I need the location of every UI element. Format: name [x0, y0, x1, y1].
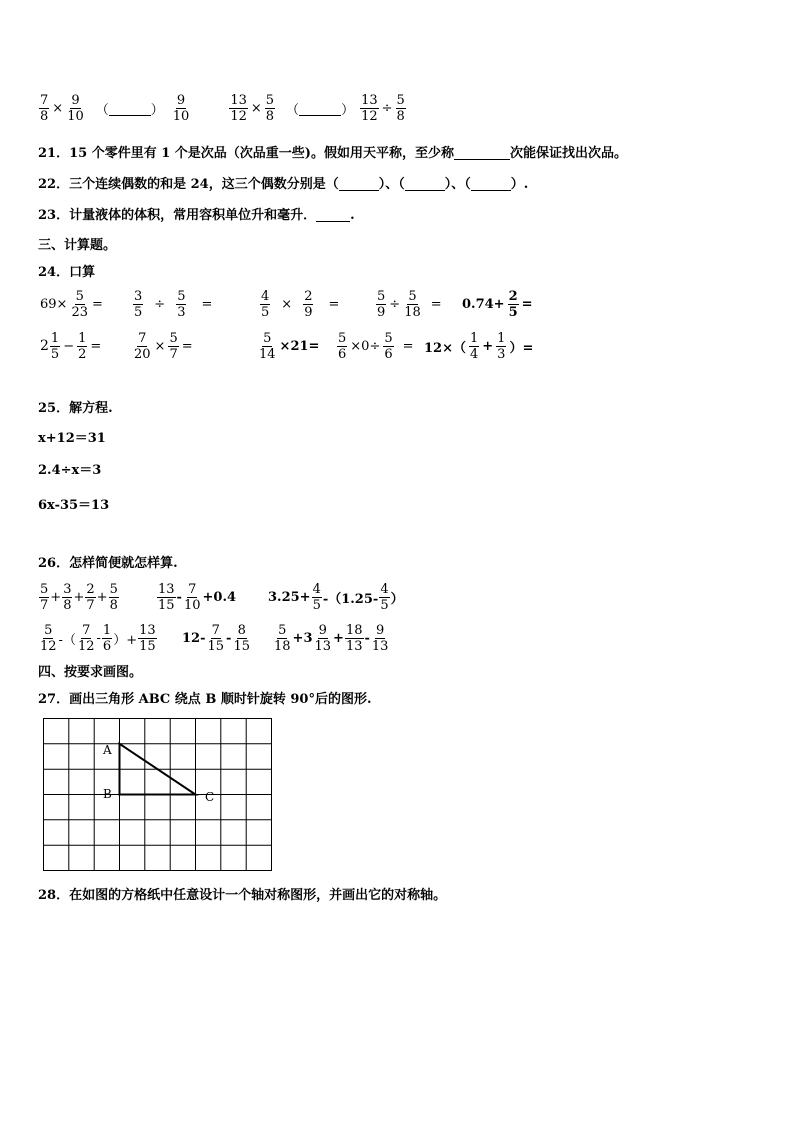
equation-2: 2.4÷x＝3 — [38, 463, 102, 478]
question-27-title: 27．画出三角形 ABC 绕点 B 顺时针旋转 90°后的图形. — [38, 692, 372, 707]
answer-blank[interactable] — [405, 178, 445, 191]
fraction: $\frac{5}{8}$ — [396, 92, 405, 124]
answer-blank[interactable] — [316, 209, 350, 222]
fraction: $\frac{13}{12}$ — [361, 92, 378, 124]
oral-calc-10: 12×（ $\frac{1}{4}$ + $\frac{1}{3}$ ）= — [424, 330, 534, 362]
fraction: $\frac{9}{10}$ — [67, 92, 84, 124]
q20-row: $\frac{7}{8}$ × $\frac{9}{10}$ （ ） $\frac{9}{10}$ $\frac{13}{12}$ × $\frac{5}{8}$ （ ） $\frac{13}{12}$ ÷ $\frac{5}{8}$ — [40, 92, 405, 124]
simplify-calc-6: $\frac{5}{18}$ +3 $\frac{9}{13}$ + $\frac{18}{13}$ - $\frac{9}{13}$ — [274, 622, 389, 654]
oral-calc-6: 2 $\frac{1}{5}$ − $\frac{1}{2}$ = — [40, 330, 102, 362]
section-heading-3: 三、计算题。 — [38, 238, 117, 253]
simplify-calc-4: $\frac{5}{12}$ -（ $\frac{7}{12}$ - $\frac{1}{6}$ ）+ $\frac{13}{15}$ — [40, 622, 156, 654]
simplify-calc-5: 12- $\frac{7}{15}$ - $\frac{8}{15}$ — [182, 622, 250, 654]
vertex-label-c: C — [205, 790, 215, 804]
fraction: $\frac{7}{8}$ — [40, 92, 49, 124]
simplify-calc-1: $\frac{5}{7}$ + $\frac{3}{8}$ + $\frac{2}{7}$ + $\frac{5}{8}$ — [40, 581, 118, 613]
oral-calc-2: $\frac{3}{5}$ ÷ $\frac{5}{3}$ = — [134, 288, 213, 320]
vertex-label-a: A — [103, 743, 112, 757]
oral-calc-9: $\frac{5}{6}$ ×0÷ $\frac{5}{6}$ = — [338, 330, 414, 362]
vertex-label-b: B — [103, 787, 112, 801]
grid-paper[interactable] — [43, 718, 275, 874]
question-23: 23．计量液体的体积，常用容积单位升和毫升． . — [38, 208, 355, 223]
answer-blank[interactable] — [471, 178, 511, 191]
oral-calc-3: $\frac{4}{5}$ × $\frac{2}{9}$ = — [261, 288, 340, 320]
equation-1: x+12＝31 — [38, 431, 106, 446]
simplify-calc-2: $\frac{13}{15}$ - $\frac{7}{10}$ +0.4 — [158, 581, 237, 613]
question-25-title: 25．解方程. — [38, 401, 113, 416]
fraction: $\frac{5}{8}$ — [265, 92, 275, 124]
oral-calc-8: $\frac{5}{14}$ ×21= — [259, 330, 320, 362]
answer-blank[interactable] — [339, 178, 379, 191]
fraction: $\frac{9}{10}$ — [172, 92, 190, 124]
question-21: 21．15 个零件里有 1 个是次品（次品重一些)。假如用天平称，至少称 次能保证找出次品。 — [38, 146, 627, 161]
question-28-title: 28．在如图的方格纸中任意设计一个轴对称图形，并画出它的对称轴。 — [38, 888, 447, 903]
oral-calc-7: $\frac{7}{20}$ × $\frac{5}{7}$ = — [134, 330, 193, 362]
answer-blank[interactable] — [109, 101, 151, 116]
equation-3: 6x-35＝13 — [38, 498, 110, 513]
oral-calc-1: 69× $\frac{5}{23}$ = — [40, 288, 103, 320]
question-26-title: 26．怎样简便就怎样算. — [38, 556, 178, 571]
question-22: 22．三个连续偶数的和是 24，这三个偶数分别是（ ）、（ ）、（ ）. — [38, 177, 529, 192]
answer-blank[interactable] — [299, 101, 341, 116]
section-heading-4: 四、按要求画图。 — [38, 665, 143, 680]
oral-calc-5: 0.74+ $\frac{2}{5}$ = — [462, 288, 533, 320]
fraction: $\frac{13}{12}$ — [230, 92, 247, 124]
simplify-calc-3: 3.25+ $\frac{4}{5}$ -（1.25- $\frac{4}{5}$ ） — [268, 581, 404, 613]
question-24-title: 24．口算 — [38, 265, 96, 280]
oral-calc-4: $\frac{5}{9}$ ÷ $\frac{5}{18}$ = — [377, 288, 442, 320]
answer-blank[interactable] — [454, 147, 510, 160]
